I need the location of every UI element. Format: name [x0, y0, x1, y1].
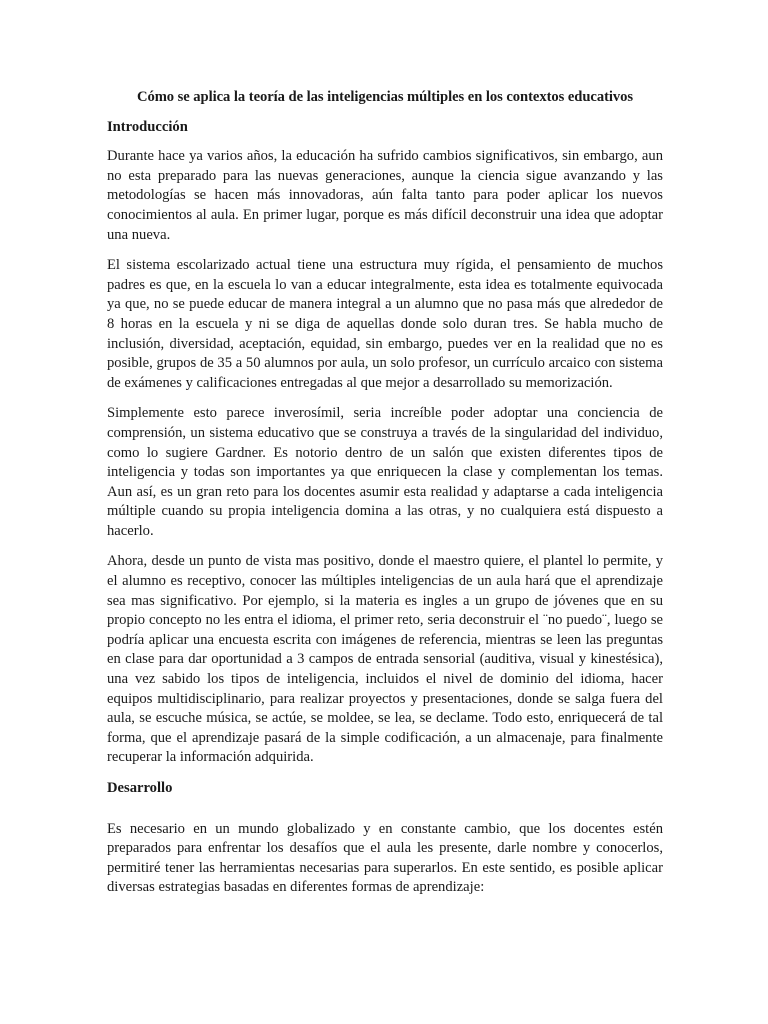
paragraph-intro-4: Ahora, desde un punto de vista mas positivo, donde el maestro quiere, el plantel lo permite, y el alumno es receptivo, conocer las múltiples inteligencias de un aula hará que el aprendizaje sea mas significativo. Por ejemplo, si la materia es ingles a un grupo de jóvenes que en su propio concepto no les entra el idioma, el primer reto, seria deconstruir el ¨no puedo¨, luego se podría aplicar una encuesta escrita con imágenes de referencia, mientras se leen las preguntas en clase para dar oportunidad a 3 campos de entrada sensorial (auditiva, visual y kinestésica), una vez sabido los tipos de inteligencia, incluidos el nivel de dominio del idioma, hacer equipos multidisciplinario, para realizar proyectos y presentaciones, donde se salga fuera del aula, se escuche música, se actúe, se moldee, se lea, se declame. Todo esto, enriquecerá de tal forma, que el aprendizaje pasará de la simple codificación, a un almacenaje, para finalmente recuperar la información adquirida. [107, 553, 663, 766]
paragraph-intro-3: Simplemente esto parece inverosímil, seria increíble poder adoptar una conciencia de comprensión, un sistema educativo que se construya a través de la singularidad del individuo, como lo sugiere Gardner. Es notorio dentro de un salón que existen diferentes tipos de inteligencia y todas son importantes ya que enriquecen la clase y complementan los temas. Aun así, es un gran reto para los docentes asumir esta realidad y adaptarse a cada inteligencia múltiple cuando su propia inteligencia domina a las otras, y no cualquiera está dispuesto a hacerlo. [107, 405, 663, 539]
section-desarrollo [107, 779, 663, 898]
document-page [107, 88, 663, 909]
section-introduccion [107, 118, 663, 768]
paragraph-intro-1: Durante hace ya varios años, la educación ha sufrido cambios significativos, sin embargo, aun no esta preparado para las nuevas generaciones, aunque la ciencia sigue avanzando y las metodologías se hacen más innovadoras, aún falta tanto para poder aplicar los nuevos conocimientos al aula. En primer lugar, porque es más difícil deconstruir una idea que adoptar una nueva. [107, 148, 663, 243]
paragraph-intro-2: El sistema escolarizado actual tiene una estructura muy rígida, el pensamiento de muchos padres es que, en la escuela lo van a educar integralmente, esta idea es totalmente equivocada ya que, no se puede educar de manera integral a un alumno que no pasa más que alrededor de 8 horas en la escuela y ni se diga de aquellas donde solo duran tres. Se habla mucho de inclusión, diversidad, aceptación, equidad, sin embargo, puedes ver en la realidad que no es posible, grupos de 35 a 50 alumnos por aula, un solo profesor, un currículo arcaico con sistema de exámenes y calificaciones entregadas al que mejor a desarrollado su memorización. [107, 257, 663, 391]
section-heading-desarrollo: Desarrollo [107, 780, 173, 796]
document-title: Cómo se aplica la teoría de las inteligencias múltiples en los contextos educativos [136, 89, 634, 105]
paragraph-desarrollo-1: Es necesario en un mundo globalizado y en constante cambio, que los docentes estén preparados para enfrentar los desafíos que el aula les presente, darle nombre y conocerlos, permitiré tener las herramientas necesarias para superarlos. En este sentido, es posible aplicar diversas estrategias basadas en diferentes formas de aprendizaje: [107, 820, 663, 896]
section-heading-introduccion: Introducción [107, 118, 188, 135]
